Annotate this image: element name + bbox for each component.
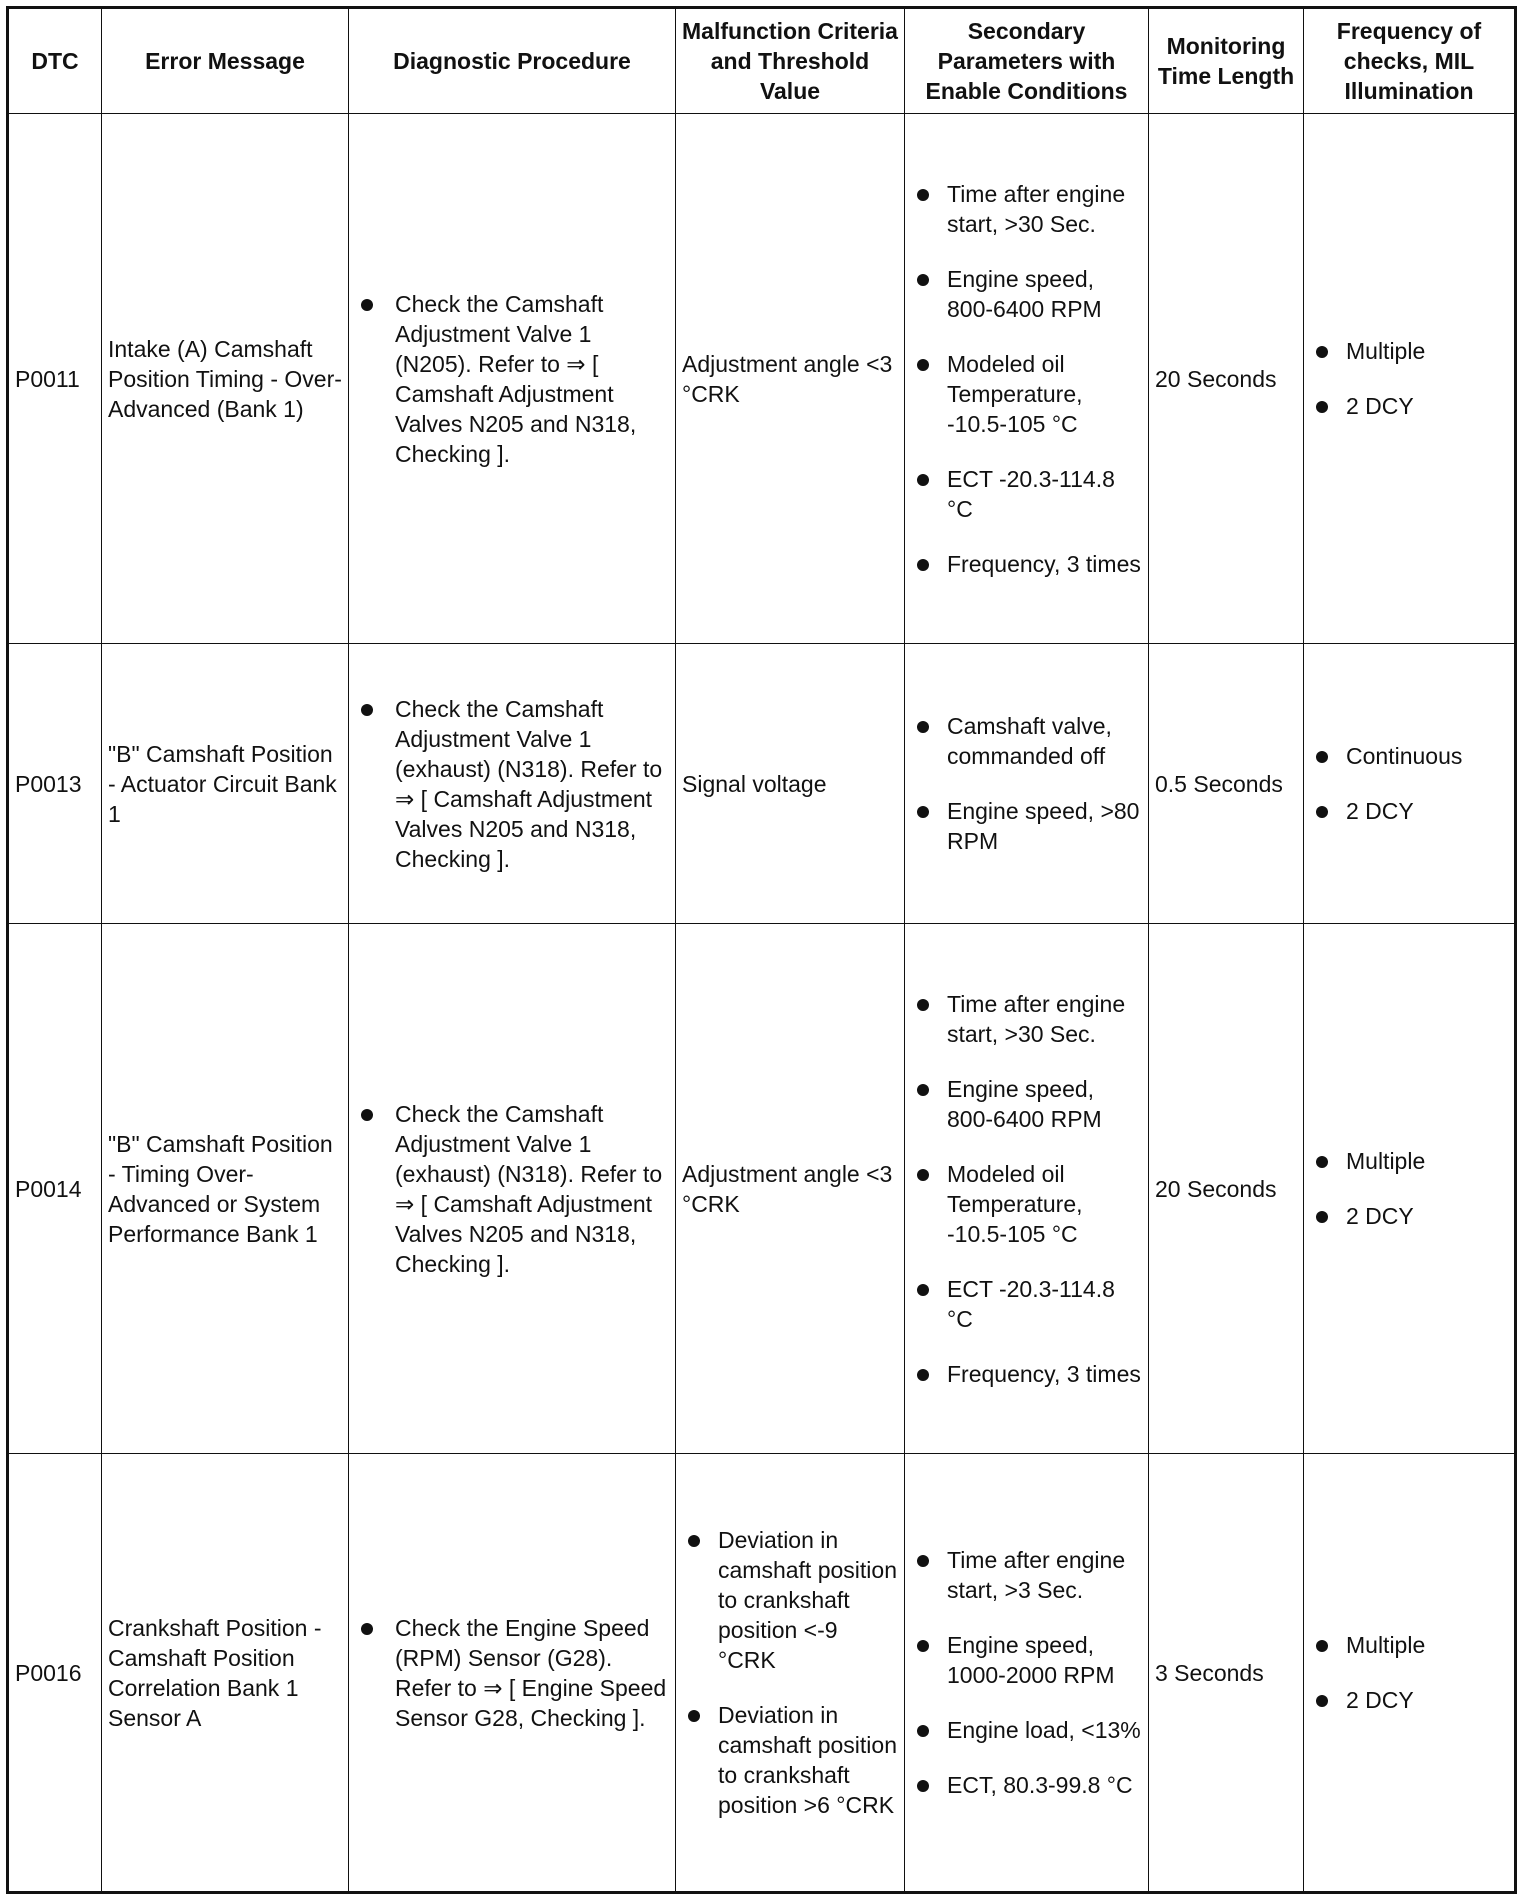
list-item: Deviation in camshaft position to crankshaft position <-9 °CRK: [682, 1525, 898, 1675]
list-item: ECT -20.3-114.8 °C: [911, 1274, 1142, 1334]
diagnostic-procedure: [349, 644, 676, 924]
malfunction-criteria: [676, 1454, 905, 1893]
error-message: Crankshaft Position - Camshaft Position Correlation Bank 1 Sensor A: [102, 1454, 349, 1893]
header-error-message: Error Message: [102, 8, 349, 114]
dtc-code: P0011: [8, 114, 102, 644]
list-item: Multiple: [1310, 1630, 1508, 1660]
secondary-parameters: [905, 1454, 1149, 1893]
dtc-table: [6, 6, 1517, 1894]
frequency: [1304, 924, 1516, 1454]
secondary-parameters: [905, 644, 1149, 924]
monitoring-time: 0.5 Seconds: [1149, 644, 1304, 924]
header-monitoring-time: Monitoring Time Length: [1149, 8, 1304, 114]
monitoring-time: 3 Seconds: [1149, 1454, 1304, 1893]
header-malfunction-criteria: Malfunction Criteria and Threshold Value: [676, 8, 905, 114]
list-item: Time after engine start, >30 Sec.: [911, 989, 1142, 1049]
dtc-code: P0013: [8, 644, 102, 924]
secondary-parameters: [905, 924, 1149, 1454]
diagnostic-procedure: [349, 1454, 676, 1893]
list-item: Time after engine start, >3 Sec.: [911, 1545, 1142, 1605]
dtc-code: P0016: [8, 1454, 102, 1893]
list-item: Frequency, 3 times: [911, 549, 1142, 579]
dtc-code: P0014: [8, 924, 102, 1454]
list-item: Engine speed, 800-6400 RPM: [911, 1074, 1142, 1134]
header-secondary-parameters: Secondary Parameters with Enable Conditions: [905, 8, 1149, 114]
list-item: Continuous: [1310, 741, 1508, 771]
list-item: Multiple: [1310, 1146, 1508, 1176]
list-item: 2 DCY: [1310, 1201, 1508, 1231]
list-item: 2 DCY: [1310, 1685, 1508, 1715]
table-row: [8, 1454, 1516, 1893]
list-item: Check the Camshaft Adjustment Valve 1 (N205). Refer to ⇒ [ Camshaft Adjustment Valves N205 and N318, Checking ].: [355, 289, 669, 469]
malfunction-criteria: Adjustment angle <3 °CRK: [676, 114, 905, 644]
monitoring-time: 20 Seconds: [1149, 924, 1304, 1454]
header-diagnostic-procedure: Diagnostic Procedure: [349, 8, 676, 114]
error-message: Intake (A) Camshaft Position Timing - Over-Advanced (Bank 1): [102, 114, 349, 644]
list-item: Engine speed, 1000-2000 RPM: [911, 1630, 1142, 1690]
list-item: Time after engine start, >30 Sec.: [911, 179, 1142, 239]
header-row: [8, 8, 1516, 114]
secondary-parameters: [905, 114, 1149, 644]
list-item: Deviation in camshaft position to crankshaft position >6 °CRK: [682, 1700, 898, 1820]
table-row: [8, 644, 1516, 924]
diagnostic-procedure: [349, 924, 676, 1454]
diagnostic-procedure: [349, 114, 676, 644]
list-item: Check the Camshaft Adjustment Valve 1 (exhaust) (N318). Refer to ⇒ [ Camshaft Adjustment Valves N205 and N318, Checking ].: [355, 1099, 669, 1279]
malfunction-criteria: Adjustment angle <3 °CRK: [676, 924, 905, 1454]
list-item: Engine speed, >80 RPM: [911, 796, 1142, 856]
list-item: Camshaft valve, commanded off: [911, 711, 1142, 771]
list-item: Engine load, <13%: [911, 1715, 1142, 1745]
list-item: 2 DCY: [1310, 796, 1508, 826]
header-dtc: DTC: [8, 8, 102, 114]
frequency: [1304, 1454, 1516, 1893]
list-item: 2 DCY: [1310, 391, 1508, 421]
list-item: Frequency, 3 times: [911, 1359, 1142, 1389]
malfunction-criteria: Signal voltage: [676, 644, 905, 924]
list-item: Multiple: [1310, 336, 1508, 366]
list-item: ECT -20.3-114.8 °C: [911, 464, 1142, 524]
header-frequency: Frequency of checks, MIL Illumination: [1304, 8, 1516, 114]
table-row: [8, 924, 1516, 1454]
list-item: Check the Engine Speed (RPM) Sensor (G28). Refer to ⇒ [ Engine Speed Sensor G28, Checking ].: [355, 1613, 669, 1733]
error-message: "B" Camshaft Position - Timing Over-Advanced or System Performance Bank 1: [102, 924, 349, 1454]
frequency: [1304, 644, 1516, 924]
error-message: "B" Camshaft Position - Actuator Circuit Bank 1: [102, 644, 349, 924]
list-item: Engine speed, 800-6400 RPM: [911, 264, 1142, 324]
table-row: [8, 114, 1516, 644]
list-item: Modeled oil Temperature, -10.5-105 °C: [911, 349, 1142, 439]
list-item: ECT, 80.3-99.8 °C: [911, 1770, 1142, 1800]
frequency: [1304, 114, 1516, 644]
monitoring-time: 20 Seconds: [1149, 114, 1304, 644]
list-item: Modeled oil Temperature, -10.5-105 °C: [911, 1159, 1142, 1249]
list-item: Check the Camshaft Adjustment Valve 1 (exhaust) (N318). Refer to ⇒ [ Camshaft Adjustment Valves N205 and N318, Checking ].: [355, 694, 669, 874]
